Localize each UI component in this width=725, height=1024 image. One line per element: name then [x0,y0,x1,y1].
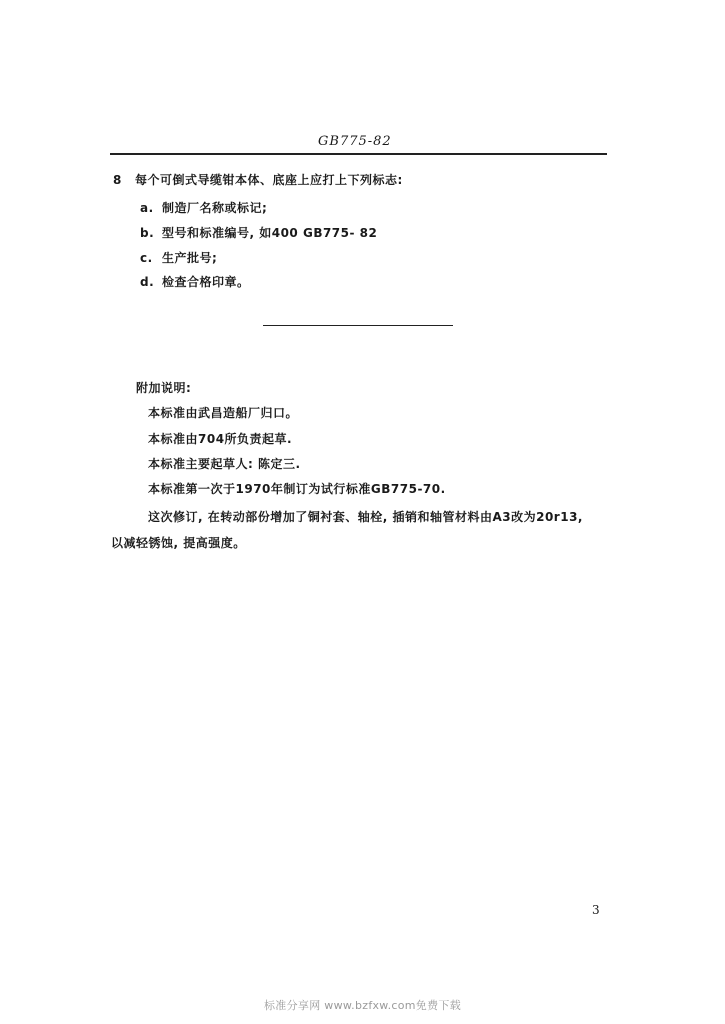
notes-line: 本标准第一次于1970年制订为试行标准GB775-70. [148,482,446,496]
notes-line: 本标准由704所负责起草. [148,432,293,446]
list-item-text: 制造厂名称或标记; [162,201,268,215]
notes-line: 本标准由武昌造船厂归口。 [148,406,299,420]
section-8-intro: 每个可倒式导缆钳本体、底座上应打上下列标志: [135,173,403,187]
notes-line: 本标准主要起草人: 陈定三. [148,457,301,471]
list-item-text: 生产批号; [162,251,218,265]
list-item-text: 型号和标准编号, 如400 GB775- 82 [162,226,378,240]
header-rule [110,153,607,155]
revision-line: 以减轻锈蚀, 提高强度。 [111,536,246,550]
list-item-mark: b. [140,226,155,240]
list-item [140,273,250,290]
list-item-mark: a. [140,201,154,215]
list-item [140,249,217,266]
section-8-heading [113,171,403,188]
list-item-text: 检查合格印章。 [162,275,250,289]
list-item-mark: c. [140,251,153,265]
notes-title: 附加说明: [136,381,192,395]
list-item [140,224,377,241]
revision-line: 这次修订, 在转动部份增加了铜衬套、轴栓, 插销和轴管材料由A3改为20r13, [148,510,583,524]
footer-watermark[interactable]: 标准分享网 www.bzfxw.com免费下载 [264,999,461,1012]
list-item-mark: d. [140,275,155,289]
list-item [140,199,267,216]
page-number: 3 [592,903,600,917]
section-divider [263,325,453,326]
section-number: 8 [113,173,122,187]
standard-code-header: GB775-82 [318,134,392,149]
